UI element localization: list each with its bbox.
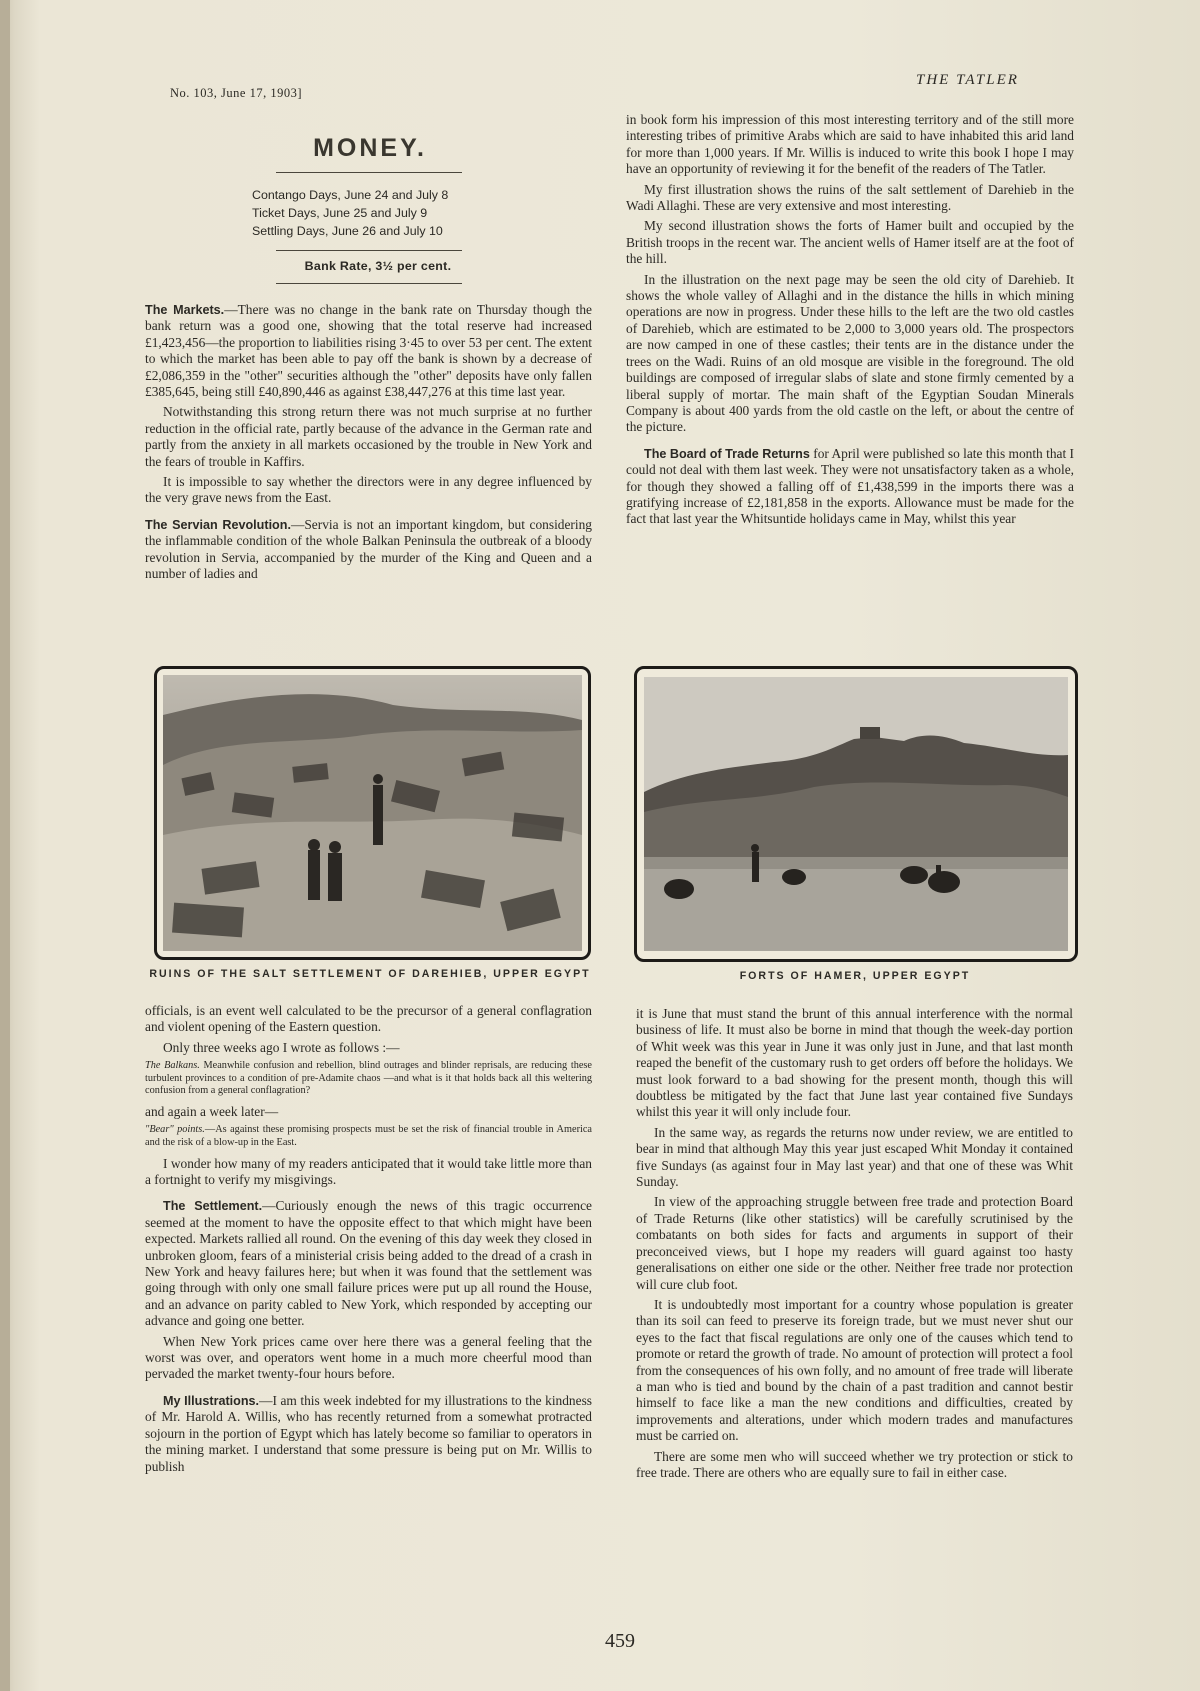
paragraph-markets [145, 302, 592, 400]
issue-date-header: No. 103, June 17, 1903] [170, 86, 302, 100]
left-column-top [145, 302, 592, 587]
photo-frame-darehieb [154, 666, 591, 960]
paragraph-next-page: In the illustration on the next page may be seen the old city of Darehieb. It shows the whole valley of Allaghi and in the distance the hills in which mining operations are now in progress. Under these hills to the left are the two old castles of Darehieb, which are estimated to be 2,000 to 3,000 years old. The prospectors are now camped in one of these castles; their tents are in the distance under the trees on the Wadi. Ruins of an old mosque are visible in the foreground. The old buildings are composed of irregular slabs of slate and stone firmly cemented by a liberal supply of mortar. The main shaft of the Egyptian Soudan Minerals Company is about 400 yards from the old castle on the left, or about the centre of the picture. [626, 271, 1074, 435]
ticket-days: Ticket Days, June 25 and July 9 [252, 206, 428, 220]
lead-board-of-trade: The Board of Trade Returns [644, 446, 810, 461]
title-rule [276, 172, 462, 173]
servian-text: —Servia is not an important kingdom, but considering the inflammable condition of the whole Balkan Peninsula the outbreak of a bloody revolution in Servia, accompanied by the murder of the King and Queen and a number of ladies and [145, 516, 592, 582]
section-title: MONEY. [313, 134, 427, 162]
paragraph-second-illustration: My second illustration shows the forts of Hamer built and occupied by the British troops in the recent war. The ancient wells of Hamer itself are at the foot of the hill. [626, 218, 1074, 267]
paragraph-settlement [145, 1198, 592, 1329]
settlement-text: —Curiously enough the news of this tragic occurrence seemed at the moment to have the opposite effect to that which might have been expected. Markets rallied all round. On the evening of this day week they closed in unbroken gloom, fears of a ministerial crisis being added to the dread of a crash in New York and heavy failures here; but when it was found that the settlement was going through with only one small failure prices were put up all round the House, and an advance on parity cabled to New York, which responded by accepting our advance and going one better. [145, 1198, 592, 1329]
bank-rate: Bank Rate, 3½ per cent. [304, 259, 452, 273]
lead-markets: The Markets. [145, 303, 225, 317]
photo-frame-hamer [634, 666, 1078, 962]
rule-above-bank-rate [276, 250, 462, 251]
paragraph-officials: officials, is an event well calculated to be the precursor of a general conflagration and violent opening of the Eastern question. [145, 1003, 592, 1035]
paragraph-illustrations [145, 1393, 592, 1475]
photo-darehieb [163, 675, 582, 951]
right-column-bottom [636, 1006, 1073, 1485]
quote-balkans-text: Meanwhile confusion and rebellion, blind outrages and blinder reprisals, are reducing these turbulent provinces to a condition of pre-Adamite chaos —and what is it that holds back all this weltering confusion from a general conflagration? [145, 1060, 592, 1097]
quote-balkans [145, 1060, 592, 1098]
board-text: for April were published so late this month that I could not deal with them last week. They were not unsatisfactory taken as a whole, for though they showed a falling off of £1,438,599 in the imports there was a gratifying increase of £2,181,858 in the exports. Allowance must be made for the fact that last year the Whitsuntide holidays came in May, whilst this year [626, 445, 1074, 527]
illustrations-text: —I am this week indebted for my illustrations to the kindness of Mr. Harold A. Willis, who has recently returned from a somewhat protracted sojourn in the portion of Egypt which has lately become so familiar to operators in the mining market. I understand that some pressure is being put on Mr. Willis to publish [145, 1392, 592, 1474]
paragraph-week-later: and again a week later— [145, 1104, 279, 1119]
page-number: 459 [605, 1630, 635, 1652]
quote-bear-text: —As against these promising prospects must be set the risk of financial trouble in America and the risk of a blow-up in the East. [145, 1124, 592, 1148]
ruins-photo-image [163, 675, 582, 951]
binding-edge [0, 0, 10, 1691]
quote-balkans-lead: The Balkans. [145, 1060, 200, 1072]
photo-hamer [644, 677, 1068, 951]
paragraph-wonder: I wonder how many of my readers anticipated that it would take little more than a fortnight to verify my misgivings. [145, 1155, 592, 1187]
quote-bear-lead: "Bear" points. [145, 1124, 205, 1136]
settling-days: Settling Days, June 26 and July 10 [252, 224, 443, 238]
quote-bear-points [145, 1124, 592, 1149]
left-column-bottom [145, 1003, 592, 1479]
rule-below-bank-rate [276, 283, 462, 284]
settlement-days [252, 186, 512, 240]
paragraph-servian [145, 517, 592, 583]
paragraph-board-of-trade [626, 446, 1074, 528]
paragraph-new-york: When New York prices came over here there was a general feeling that the worst was over, and operators went home in a much more cheerful mood than pervaded the market twenty-four hours before. [145, 1333, 592, 1382]
paragraph-struggle: In view of the approaching struggle between free trade and protection Board of Trade Returns (like other statistics) will be carefully scrutinised by the combatants on both sides for facts and arguments in support of their preconceived views, but I hope my readers will guard against too hasty generalisations on either one side or the other. Neither free trade nor protection will cure club foot. [636, 1194, 1073, 1292]
paragraph-notwithstanding: Notwithstanding this strong return there was not much surprise at no further reduction in the official rate, partly because of the advance in the German rate and partly from the anxiety in all markets occasioned by the trouble in New York and the fears of trouble in Kaffirs. [145, 404, 592, 469]
right-column-top [626, 112, 1074, 532]
paragraph-same-way: In the same way, as regards the returns now under review, we are entitled to bear in mind that although May this year just escaped Whit Monday it contained five Sundays (as against four in May last year) and that one of these was Whit Sunday. [636, 1124, 1073, 1190]
paragraph-three-weeks: Only three weeks ago I wrote as follows :— [163, 1039, 400, 1055]
caption-darehieb: RUINS OF THE SALT SETTLEMENT OF DAREHIEB, UPPER EGYPT [149, 968, 591, 980]
paragraph-undoubtedly: It is undoubtedly most important for a country whose population is greater than its soil can feed to preserve its foreign trade, but we must never shut our eyes to the fact that fiscal regulations are only one of the causes which tend to promote or retard the growth of trade. No amount of protection will protect a fool from the consequences of his own folly, and no amount of free trade will liberate a man who is tied and bound by the chain of a past tradition and cannot bestir himself to face like a man the new conditions and difficulties, created by improvements and alterations, under which modern trades and manufactures must be carried on. [636, 1296, 1073, 1444]
magazine-title-header: THE TATLER [916, 72, 1019, 88]
paragraph-some-men: There are some men who will succeed whether we try protection or stick to free trade. There are others who are equally sure to fail in either case. [636, 1448, 1073, 1480]
contango-days: Contango Days, June 24 and July 8 [252, 188, 449, 202]
lead-illustrations: My Illustrations. [163, 1393, 260, 1408]
forts-photo-image [644, 677, 1068, 951]
caption-hamer: FORTS OF HAMER, UPPER EGYPT [739, 970, 971, 982]
paragraph-book-form: in book form his impression of this most interesting territory and of the still more interesting tribes of primitive Arabs which are said to have inhabited this arid land for more than 1,000 years. If Mr. Willis is induced to write this book I hope I may have an opportunity of reviewing it for the benefit of the readers of The Tatler. [626, 112, 1074, 177]
paragraph-first-illustration: My first illustration shows the ruins of the salt settlement of Darehieb in the Wadi Allaghi. These are very extensive and most interesting. [626, 181, 1074, 214]
paragraph-impossible: It is impossible to say whether the directors were in any degree influenced by the very grave news from the East. [145, 474, 592, 506]
markets-text: —There was no change in the bank rate on Thursday though the bank return was a good one, showing that the total reserve had increased £1,423,456—the proportion to liabilities rising 3·45 to over 53 per cent. The extent to which the market has been able to pay off the bank is shown by a decrease of £2,086,359 in the "other" securities although the "other" deposits have only fallen £385,645, being still £40,890,446 as against £38,447,276 at this time last year. [145, 302, 592, 400]
paragraph-june: it is June that must stand the brunt of this annual interference with the normal business of life. It must also be borne in mind that though the week-day portion of Whit week was this year in June it was only just in June, and that last month reaped the benefit of the customary rush to get orders off before the holidays. We must look forward to a bad showing for the present month, though this will doubtless be mitigated by the fact that June last year contained five Sundays whilst this year it will only include four. [636, 1006, 1073, 1120]
lead-settlement: The Settlement. [163, 1199, 263, 1214]
lead-servian: The Servian Revolution. [145, 517, 291, 532]
